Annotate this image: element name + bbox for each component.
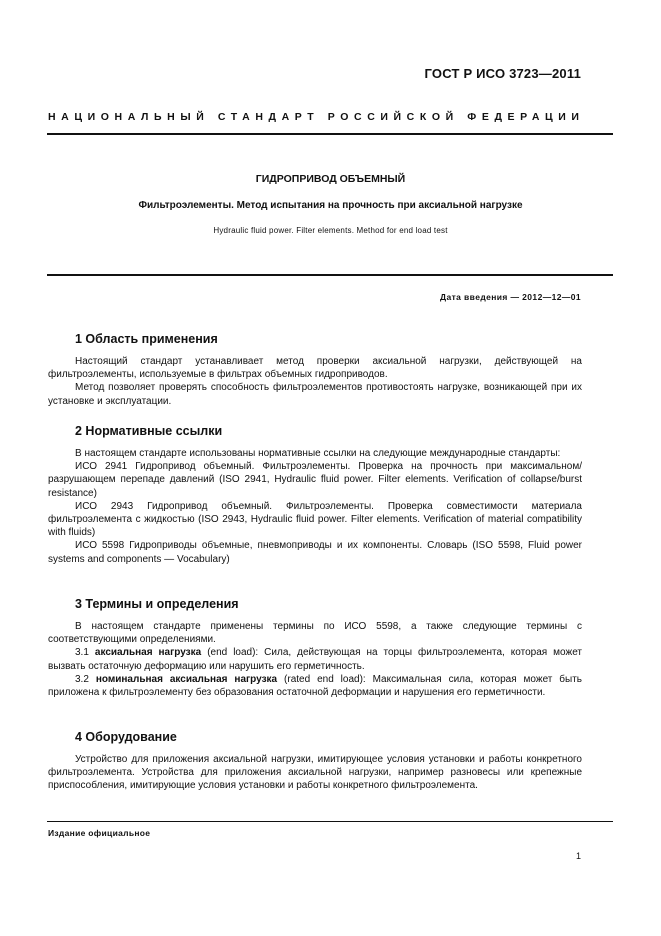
english-title: Hydraulic fluid power. Filter elements. Method for end load test — [213, 226, 448, 235]
term-definition: (rated end load): Максимальная сила, которая может быть приложена к фильтроэлементу без образования остаточной деформации и нарушения его герметичности. — [48, 673, 582, 699]
section-scope — [48, 332, 582, 408]
paragraph: Метод позволяет проверять способность фильтроэлементов противостоять нагрузке, возникающей при их установке и эксплуатации. — [48, 382, 582, 407]
term-number: 3.2 — [75, 673, 89, 685]
introduction-date: Дата введения — 2012—12—01 — [440, 292, 581, 302]
standard-number: ГОСТ Р ИСО 3723—2011 — [424, 66, 581, 81]
reference-iso-5598: ИСО 5598 Гидроприводы объемные, пневмоприводы и их компоненты. Словарь (ISO 5598, Fluid power systems and components — Vocabulary) — [48, 540, 582, 565]
reference-iso-2941: ИСО 2941 Гидропривод объемный. Фильтроэлементы. Проверка на прочность при максимальном/разрушающем перепаде давлений (ISO 2941, Hydraulic fluid power. Filter elements. Verification of collapse/burst resistance) — [48, 461, 582, 499]
official-edition-label: Издание официальное — [48, 828, 151, 838]
top-divider — [47, 133, 613, 135]
title-divider — [47, 274, 613, 276]
reference-iso-2943: ИСО 2943 Гидропривод объемный. Фильтроэлементы. Проверка совместимости материала фильтроэлемента с жидкостью (ISO 2943, Hydraulic fluid power. Filter elements. Verification of material compatibility with fluids) — [48, 500, 582, 539]
term-name: номинальная аксиальная нагрузка — [95, 673, 278, 685]
paragraph: В настоящем стандарте использованы нормативные ссылки на следующие международные стандарты: — [75, 448, 561, 459]
section-heading: 4 Оборудование — [75, 730, 177, 744]
section-heading: 2 Нормативные ссылки — [75, 424, 223, 438]
term-number: 3.1 — [75, 647, 89, 659]
term-end-load — [48, 646, 582, 672]
page-number: 1 — [575, 851, 581, 861]
term-rated-end-load — [48, 673, 582, 699]
term-name: аксиальная нагрузка — [94, 647, 202, 659]
paragraph: Устройство для приложения аксиальной нагрузки, имитирующее условия установки и работы конкретного фильтроэлемента. Устройства для приложения аксиальной нагрузки, например разновесы или крепежные приспособления, имитирующие условия установки и работы конкретного фильтроэлемента. — [48, 754, 582, 792]
section-heading: 3 Термины и определения — [75, 597, 239, 611]
section-heading: 1 Область применения — [75, 332, 218, 346]
term-definition: (end load): Сила, действующая на торцы фильтроэлемента, которая может вызвать остаточную деформацию или нарушить его герметичность. — [48, 647, 583, 672]
section-terms — [48, 597, 582, 699]
section-equipment — [48, 730, 582, 793]
national-standard-heading: НАЦИОНАЛЬНЫЙ СТАНДАРТ РОССИЙСКОЙ ФЕДЕРАЦИИ — [48, 111, 585, 123]
paragraph: В настоящем стандарте применены термины по ИСО 5598, а также следующие термины с соответствующими определениями. — [48, 621, 582, 646]
document-subtitle: Фильтроэлементы. Метод испытания на прочность при аксиальной нагрузке — [138, 200, 523, 211]
footer-divider — [47, 821, 613, 822]
section-normative-references — [48, 424, 582, 566]
document-title: ГИДРОПРИВОД ОБЪЕМНЫЙ — [255, 173, 406, 185]
paragraph: Настоящий стандарт устанавливает метод проверки аксиальной нагрузки, действующей на фильтроэлементы, используемые в фильтрах объемных гидроприводов. — [48, 356, 582, 381]
